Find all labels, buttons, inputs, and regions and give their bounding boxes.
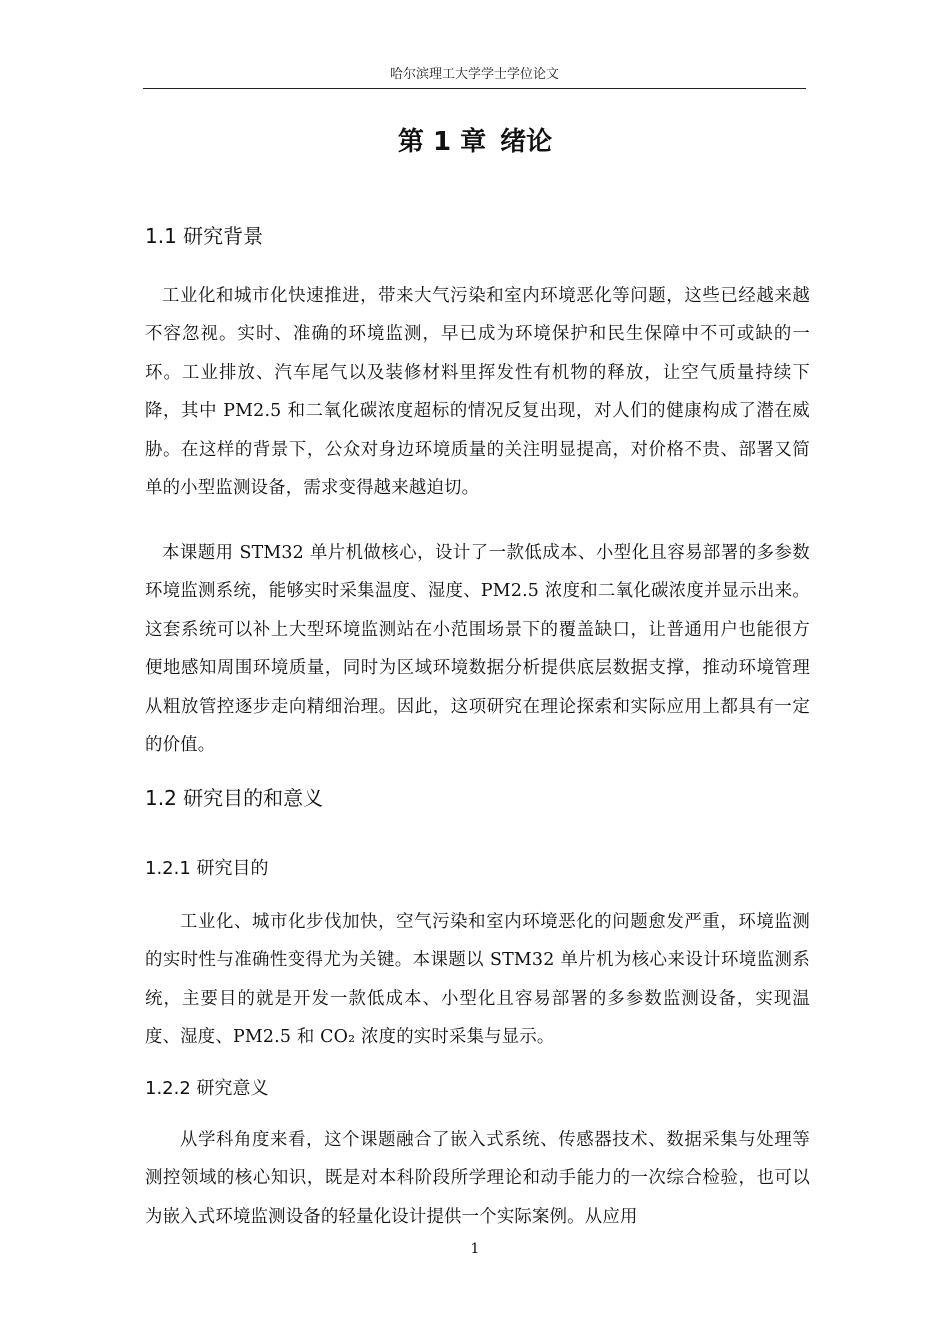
chapter-title: [0, 122, 950, 162]
chapter-name: 绪论: [500, 127, 553, 157]
subsection-heading-1-2-1: 1.2.1 研究目的: [145, 858, 269, 879]
section-heading-1-2: 1.2 研究目的和意义: [145, 786, 324, 810]
page-number: 1: [470, 1241, 480, 1257]
paragraph-purpose: 工业化、城市化步伐加快，空气污染和室内环境恶化的问题愈发严重，环境监测的实时性与准确性变得尤为关键。本课题以 STM32 单片机为核心来设计环境监测系统，主要目的就是开发一款低成本、小型化且容易部署的多参数监测设备，实现温度、湿度、PM2.5 和 CO₂ 浓度的实时采集与显示。: [145, 912, 810, 1048]
paragraph-background-1: 工业化和城市化快速推进，带来大气污染和室内环境恶化等问题，这些已经越来越不容忽视。实时、准确的环境监测，早已成为环境保护和民生保障中不可或缺的一环。工业排放、汽车尾气以及装修材料里挥发性有机物的释放，让空气质量持续下降，其中 PM2.5 和二氧化碳浓度超标的情况反复出现，对人们的健康构成了潜在威胁。在这样的背景下，公众对身边环境质量的关注明显提高，对价格不贵、部署又简单的小型监测设备，需求变得越来越迫切。: [145, 286, 810, 499]
section-heading-1-1: 1.1 研究背景: [145, 224, 264, 248]
page-header: [143, 66, 806, 89]
header-title: 哈尔滨理工大学学士学位论文: [389, 67, 559, 82]
paragraph-significance: 从学科角度来看，这个课题融合了嵌入式系统、传感器技术、数据采集与处理等测控领域的核心知识，既是对本科阶段所学理论和动手能力的一次综合检验，也可以为嵌入式环境监测设备的轻量化设计提供一个实际案例。从应用: [145, 1130, 810, 1227]
paragraph-background-2: 本课题用 STM32 单片机做核心，设计了一款低成本、小型化且容易部署的多参数环境监测系统，能够实时采集温度、湿度、PM2.5 浓度和二氧化碳浓度并显示出来。这套系统可以补上大型环境监测站在小范围场景下的覆盖缺口，让普通用户也能很方便地感知周围环境质量，同时为区域环境数据分析提供底层数据支撑，推动环境管理从粗放管控逐步走向精细治理。因此，这项研究在理论探索和实际应用上都具有一定的价值。: [145, 543, 810, 756]
chapter-number: 第 1 章: [397, 127, 487, 157]
subsection-heading-1-2-2: 1.2.2 研究意义: [145, 1078, 269, 1099]
